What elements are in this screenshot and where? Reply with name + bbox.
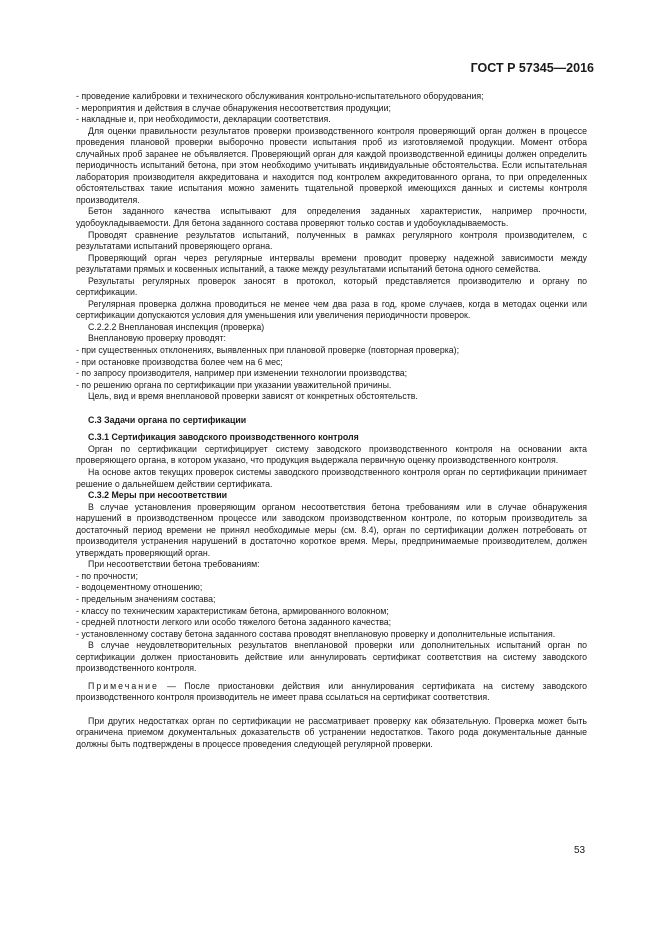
paragraph: Цель, вид и время внеплановой проверки зависят от конкретных обстоятельств.: [88, 391, 418, 402]
paragraph: - по запросу производителя, например при изменении технологии производства;: [76, 368, 408, 379]
paragraph: На основе актов текущих проверок системы заводского производственного контроля орган по сертификации принимает решение о дальнейшем действии сертификата.: [76, 466, 587, 489]
paragraph: - средней плотности легкого или особо тяжелого бетона заданного качества;: [76, 617, 392, 628]
paragraph: С.2.2.2 Внеплановая инспекция (проверка): [88, 321, 265, 332]
paragraph: Бетон заданного качества испытывают для определения заданных характеристик, например прочности, удобоукладываемости. Для бетона заданного состава проверяют только состав и удобоукладываемость.: [76, 206, 587, 229]
paragraph: Для оценки правильности результатов проверки производственного контроля проверяющий орган должен в процессе проведения плановой проверки выборочно провести испытания проб из изготовляемой продукции. Момент отбора случайных проб заранее не объявляется. Проверяющий орган для каждой производственной единицы должен определить периодичность испытаний бетона, при этом необходимо учитывать индивидуальные обстоятельства. Если испытательная лаборатория производителя аккредитована и находится под контролем аккредитованного органа, то при определенных обстоятельствах такие испытания можно заменить тщательной проверкой имеющихся данных и системы контроля производителя.: [76, 125, 587, 205]
note-label: Примечание: [88, 680, 159, 691]
paragraph: С.3 Задачи органа по сертификации: [88, 414, 247, 425]
note-separator: —: [158, 680, 185, 691]
paragraph: - при существенных отклонениях, выявленных при плановой проверке (повторная проверка);: [76, 345, 460, 356]
paragraph: [76, 681, 587, 704]
paragraph: - установленному составу бетона заданного состава проводят внеплановую проверку и дополнительные испытания.: [76, 628, 556, 639]
paragraph: Орган по сертификации сертифицирует систему заводского производственного контроля на основании акта проверяющего органа, в котором указано, что продукция выдержала первичную оценку производственного контроля.: [76, 443, 587, 466]
paragraph: С.3.1 Сертификация заводского производственного контроля: [88, 432, 359, 443]
paragraph: Внеплановую проверку проводят:: [88, 333, 226, 344]
paragraph: - мероприятия и действия в случае обнаружения несоответствия продукции;: [76, 102, 391, 113]
paragraph: - по решению органа по сертификации при указании уважительной причины.: [76, 379, 392, 390]
paragraph: С.3.2 Меры при несоответствии: [88, 490, 228, 501]
paragraph: - проведение калибровки и технического обслуживания контрольно-испытательного оборудования;: [76, 91, 484, 101]
paragraph: Результаты регулярных проверок заносят в протокол, который представляется производителю и органу по сертификации.: [76, 275, 587, 298]
paragraph: - предельным значениям состава;: [76, 593, 216, 604]
paragraph: Регулярная проверка должна проводиться не менее чем два раза в год, кроме случаев, когда в методах оценки или сертификации допускаются условия для уменьшения или увеличения периодичности проверок.: [76, 298, 587, 321]
document-header: ГОСТ Р 57345—2016: [470, 61, 594, 75]
paragraph: - накладные и, при необходимости, декларации соответствия.: [76, 114, 331, 125]
paragraph: - при остановке производства более чем на 6 мес;: [76, 356, 283, 367]
paragraph: Проводят сравнение результатов испытаний, полученных в рамках регулярного контроля производителем, с результатами испытаний проверяющего органа.: [76, 229, 587, 252]
paragraph: - по прочности;: [76, 570, 138, 581]
paragraph: В случае неудовлетворительных результатов внеплановой проверки или дополнительных испытаний орган по сертификации должен приостановить действие или аннулировать сертификат соответствия на систему заводского производственного контроля.: [76, 640, 587, 674]
note-text: После приостановки действия или аннулирования сертификата на систему заводского производственного контроля производитель не имеет права ссылаться на сертификат соответствия.: [76, 680, 587, 703]
paragraph: - классу по техническим характеристикам бетона, армированного волокном;: [76, 605, 389, 616]
paragraph: - водоцементному отношению;: [76, 582, 203, 593]
page-number: 53: [574, 845, 586, 856]
paragraph: В случае установления проверяющим органом несоответствия бетона требованиям или в случае обнаружения нарушений в производственном процессе или заводском производственном контроле, по которым производитель за достаточный период времени не принял необходимые меры (см. 8.4), орган по сертификации должен потребовать от производителя устранения нарушений в достаточно короткое время. Меры, предпринимаемые производителем, должен утверждать проверяющий орган.: [76, 501, 587, 558]
paragraph: Проверяющий орган через регулярные интервалы времени проводит проверку надежной зависимости между результатами прямых и косвенных испытаний, а также между результатами испытаний бетона одного семейства.: [76, 252, 587, 275]
paragraph: При других недостатках орган по сертификации не рассматривает проверку как обязательную. Проверка может быть ограничена приемом документальных доказательств об устранении недостатков. Такого рода документальные данные должны быть подтверждены в процессе проведения следующей регулярной проверки.: [76, 715, 587, 749]
document-body: [76, 91, 587, 751]
paragraph: При несоответствии бетона требованиям:: [88, 559, 260, 570]
